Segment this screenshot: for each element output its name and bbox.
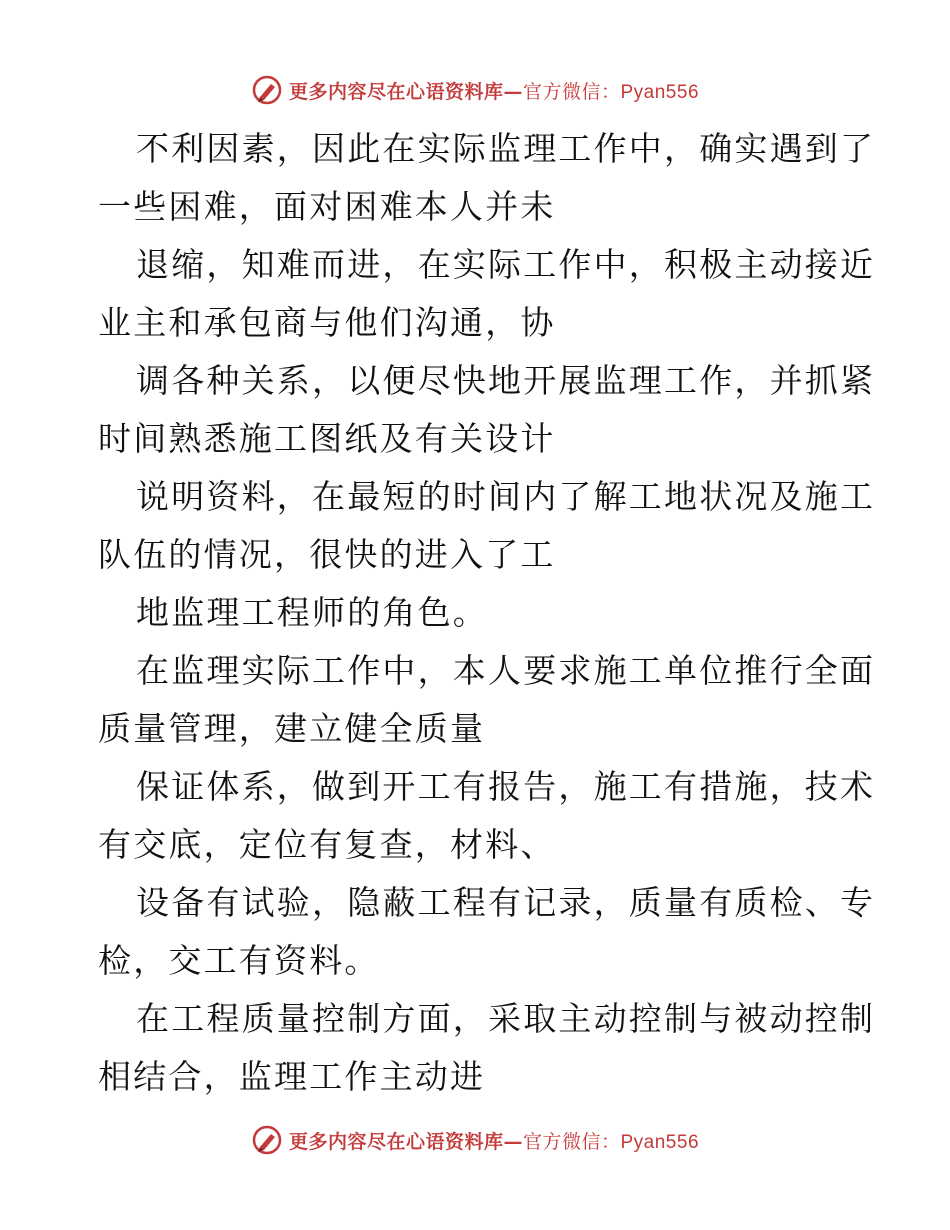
paragraph-line: 质量管理，建立健全质量 [98,709,486,748]
paragraph [98,990,876,1106]
paragraph-line: 有交底，定位有复查，材料、 [98,825,556,864]
document-body [98,120,876,1106]
paragraph-line: 退缩，知难而进，在实际工作中，积极主动接近 [136,245,876,284]
paragraph-line: 相结合，监理工作主动进 [98,1057,486,1096]
paragraph-line: 队伍的情况，很快的进入了工 [98,535,556,574]
paragraph-line: 调各种关系，以便尽快地开展监理工作，并抓紧 [136,361,876,400]
paragraph-line: 不利因素，因此在实际监理工作中，确实遇到了 [136,129,876,168]
paragraph-line: 在工程质量控制方面，采取主动控制与被动控制 [136,999,876,1038]
paragraph-line: 地监理工程师的角色。 [136,593,488,632]
paragraph-line: 说明资料，在最短的时间内了解工地状况及施工 [136,477,876,516]
paragraph [98,352,876,468]
header-watermark [0,72,950,108]
pen-logo-icon [251,74,283,106]
paragraph-line: 业主和承包商与他们沟通，协 [98,303,556,342]
paragraph [98,468,876,584]
paragraph [98,236,876,352]
paragraph [98,758,876,874]
paragraph [98,874,876,990]
footer-watermark [0,1122,950,1158]
paragraph [98,584,858,642]
paragraph [98,642,876,758]
watermark-label: 更多内容尽在心语资料库—官方微信：Pyan556 [288,1130,700,1153]
pen-logo-icon [251,1124,283,1156]
paragraph [98,120,876,236]
paragraph-line: 在监理实际工作中，本人要求施工单位推行全面 [136,651,876,690]
paragraph-line: 检，交工有资料。 [98,941,380,980]
paragraph-line: 保证体系，做到开工有报告，施工有措施，技术 [136,767,876,806]
paragraph-line: 一些困难，面对困难本人并未 [98,187,556,226]
watermark-label: 更多内容尽在心语资料库—官方微信：Pyan556 [288,80,700,103]
paragraph-line: 设备有试验，隐蔽工程有记录，质量有质检、专 [136,883,876,922]
paragraph-line: 时间熟悉施工图纸及有关设计 [98,419,556,458]
